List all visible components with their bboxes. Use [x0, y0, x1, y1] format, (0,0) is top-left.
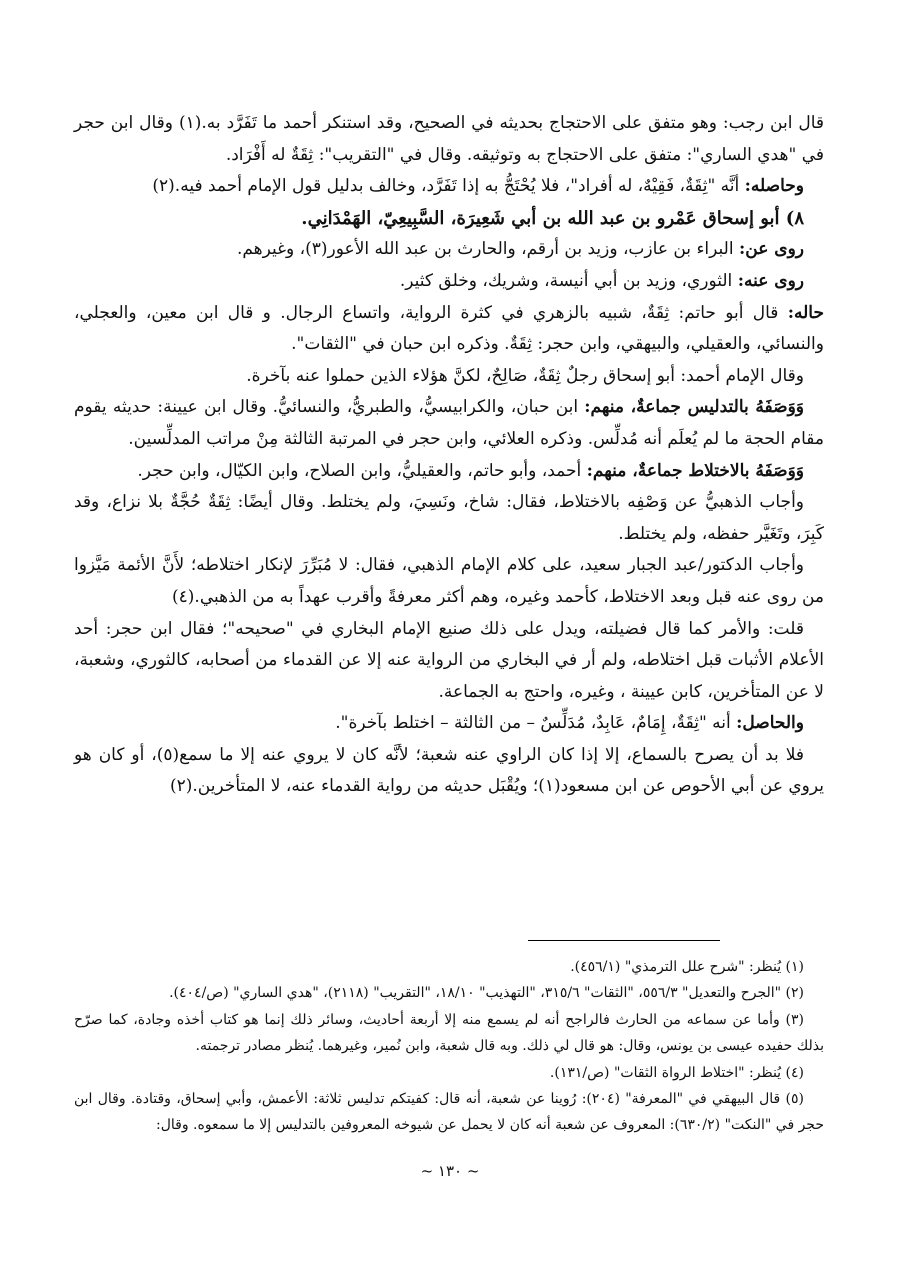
footnote-separator — [528, 940, 720, 941]
footnote: (٣) وأما عن سماعه من الحارث فالراجح أنه لم يسمع منه إلا أربعة أحاديث، وسائر ذلك إنما هو كتاب أخذه وجادة، كما صرّح بذلك حفيده عيسى بن يونس، وقال: هو قال لي ذلك. وبه قال شعبة، وابن نُمير، وغيرهما. يُنظر مصادر ترجمته. — [74, 1011, 824, 1055]
paragraph-text: فلا بد أن يصرح بالسماع، إلا إذا كان الراوي عنه شعبة؛ لأنَّه كان لا يروي عنه إلا ما سمع(٥)، أو كان هو يروي عن أبي الأحوص عن ابن مسعود(١)؛ ويُقْبَل حديثه من رواية القدماء عنه، لا المتأخرين.(٢) — [74, 744, 824, 797]
heading-text: ٨) أبو إسحاق عَمْرو بن عبد الله بن أبي شَعِيرَة، السَّبِيعِيّ، الهَمْدَانِي. — [301, 207, 804, 229]
paragraph-text: قال ابن رجب: وهو متفق على الاحتجاج بحديثه في الصحيح، وقد استنكر أحمد ما تَفَرَّد به.(١) وقال ابن حجر في "هدي الساري": متفق على الاحتجاج به وتوثيقه. وقال في "التقريب": ثِقَةٌ له أَفْرَاد. — [74, 113, 825, 165]
footnotes — [74, 954, 824, 1139]
paragraph-status — [74, 298, 824, 361]
paragraph-text: أحمد، وأبو حاتم، والعقيليُّ، وابن الصلاح، وابن الكيّال، وابن حجر. — [137, 460, 587, 481]
footnote: (٢) "الجرح والتعديل" ٥٥٦/٣، "الثقات" ٣١٥/٦، "التهذيب" ١٨/١٠، "التقريب" (٢١١٨)، "هدي الساري" (ص/٤٠٤). — [169, 985, 804, 1002]
paragraph-narrated-from — [74, 234, 824, 266]
paragraph-text: أنه "ثِقَةٌ، إِمَامٌ، عَابِدٌ، مُدَلِّسٌ – من الثالثة – اختلط بآخرة". — [335, 713, 737, 734]
paragraph-text: البراء بن عازب، وزيد بن أرقم، والحارث بن عبد الله الأعور(٣)، وغيرهم. — [236, 239, 739, 260]
paragraph-ahmad — [74, 361, 824, 393]
paragraph-lead: وَوَصَفَهُ بالاختلاط جماعةٌ، منهم: — [586, 460, 804, 481]
page-number: ~ ١٣٠ ~ — [420, 1162, 480, 1180]
paragraph-tadlis — [74, 392, 824, 455]
paragraph-lead: وَوَصَفَهُ بالتدليس جماعةٌ، منهم: — [584, 397, 805, 418]
paragraph-ikhtilat — [74, 456, 824, 488]
paragraph-text: أنَّه "ثِقَةٌ، فَقِيْهٌ، له أفراد"، فلا يُحْتَجُّ به إذا تَفَرَّد، وخالف بدليل قول الإمام أحمد فيه.(٢) — [152, 176, 745, 197]
narrator-heading — [74, 203, 824, 235]
paragraph-conclusion — [74, 708, 824, 740]
paragraph-lead: وحاصله: — [744, 176, 804, 197]
paragraph-lead: حاله: — [787, 302, 824, 323]
main-text — [74, 108, 824, 803]
paragraph-text: وقال الإمام أحمد: أبو إسحاق رجلٌ ثِقَةٌ، صَالِحٌ، لكنَّ هؤلاء الذين حملوا عنه بآخرة. — [246, 365, 804, 386]
paragraph-lead: روى عنه: — [737, 270, 804, 291]
paragraph-text: ابن حبان، والكرابيسيُّ، والطبريُّ، والنسائيُّ. وقال ابن عيينة: حديثه يقوم مقام الحجة ما لم يُعلَم أنه مُدلِّس. وذكره العلائي، وابن حجر في المرتبة الثالثة مِنْ مراتب المدلِّسين. — [74, 397, 824, 449]
paragraph-lead: والحاصل: — [736, 713, 804, 734]
paragraph-text: قلت: والأمر كما قال فضيلته، ويدل على ذلك صنيع الإمام البخاري في "صحيحه"؛ فقال ابن حجر: أحد الأعلام الأثبات قبل اختلاطه، ولم أر في البخاري من الرواية عنه إلا عن القدماء من أصحابه، كالثوري، وشعبة، لا عن المتأخرين، كابن عيينة ، وغيره، واحتج به الجماعة. — [74, 618, 824, 702]
paragraph-lead: روى عن: — [738, 239, 804, 260]
paragraph-final — [74, 740, 824, 803]
footnote: (١) يُنظر: "شرح علل الترمذي" (٤٥٦/١). — [570, 959, 804, 975]
paragraph-doctor — [74, 550, 824, 613]
footnote: (٤) يُنظر: "اختلاط الرواة الثقات" (ص/١٣١). — [549, 1064, 804, 1081]
paragraph-qultu — [74, 614, 824, 709]
paragraph-dhahabi — [74, 487, 824, 550]
paragraph-text: الثوري، وزيد بن أبي أنيسة، وشريك، وخلق كثير. — [399, 270, 738, 291]
paragraph-narrated-by — [74, 266, 824, 298]
paragraph-text: وأجاب الدكتور/عبد الجبار سعيد، على كلام الإمام الذهبي، فقال: لا مُبَرِّرَ لإنكار اختلاطه؛ لأَنَّ الأئمة مَيَّزوا من روى عنه قبل وبعد الاختلاط، كأحمد وغيره، وهم أكثر معرفةً وأقرب عهداً به من الذهبي.(٤) — [74, 555, 824, 607]
paragraph-text: وأجاب الذهبيُّ عن وَصْفِه بالاختلاط، فقال: شاخ، ونَسِيَ، ولم يختلط. وقال أيضًا: ثِقَةٌ حُجَّةٌ بلا نزاع، وقد كَبِرَ، وتَغَيَّر حفظه، ولم يختلط. — [74, 492, 824, 544]
paragraph-text: قال أبو حاتم: ثِقَةٌ، شبيه بالزهري في كثرة الرواية، واتساع الرجال. و قال ابن معين، والعجلي، والنسائي، والعقيلي، والبيهقي، وابن حجر: ثِقَةٌ. وذكره ابن حبان في "الثقات". — [74, 302, 824, 355]
footnote: (٥) قال البيهقي في "المعرفة" (٢٠٤): رُوينا عن شعبة، أنه قال: كفيتكم تدليس ثلاثة: الأعمش، وأبي إسحاق، وقتادة. وقال ابن حجر في "النكت" (٦٣٠/٢): المعروف عن شعبة أنه كان لا يحمل عن شيوخه المعروفين بالتدليس إلا ما سمعوه. وقال: — [74, 1091, 824, 1134]
paragraph-1 — [74, 108, 824, 171]
paragraph-2 — [74, 171, 824, 203]
